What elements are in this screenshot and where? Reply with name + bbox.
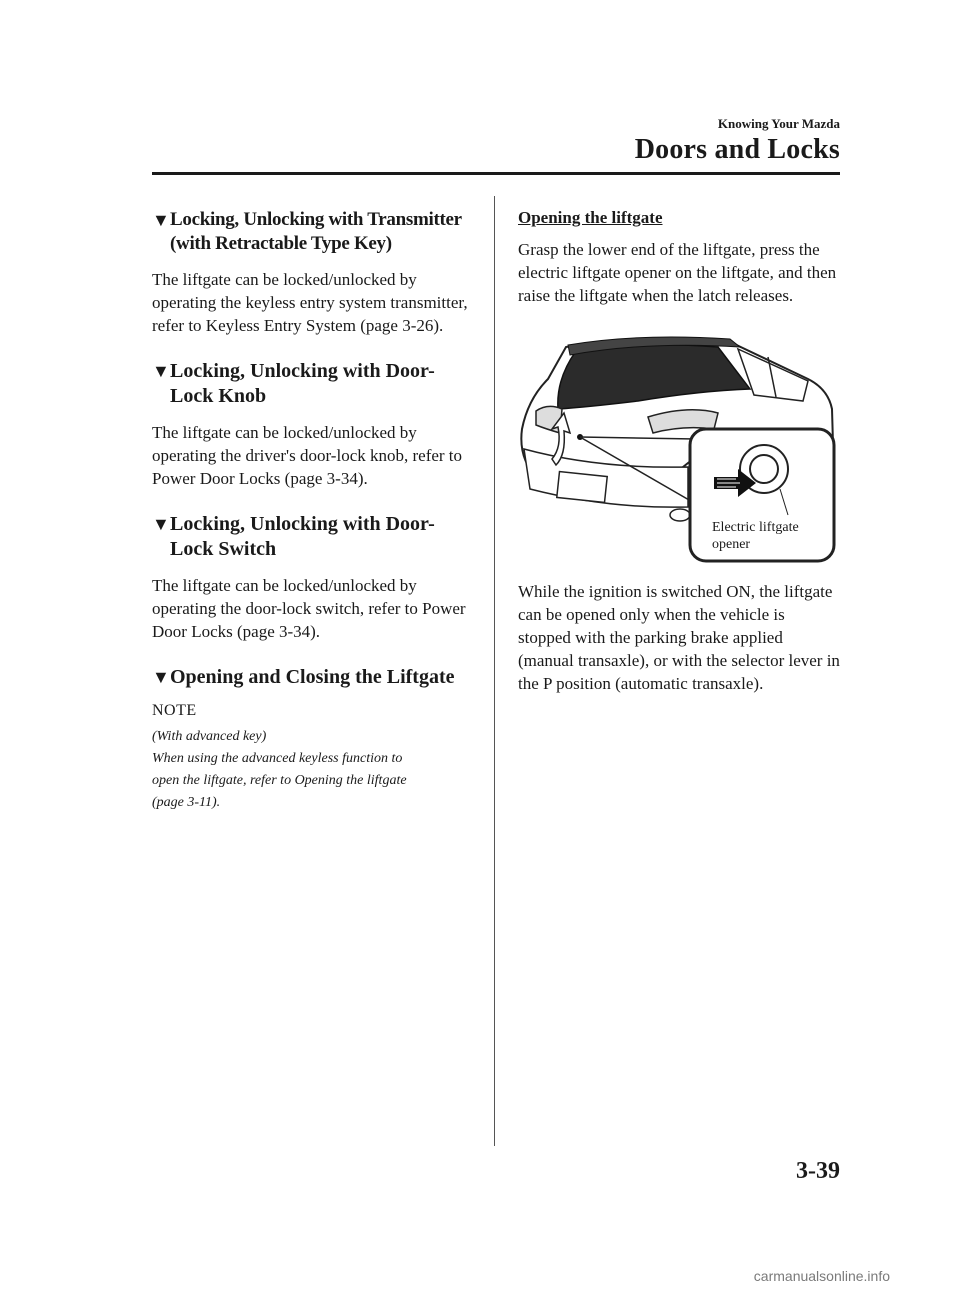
heading-line: Opening and Closing the Liftgate bbox=[170, 665, 455, 688]
watermark: carmanualsonline.info bbox=[753, 1268, 890, 1284]
body-text: While the ignition is switched ON, the liftgate can be opened only when the vehicle is stopped with the parking brake applied (manual transaxle), or with the selector lever in the P position (automatic transaxle). bbox=[518, 582, 840, 693]
note-line: When using the advanced keyless function to bbox=[152, 750, 403, 766]
heading-line: Lock Switch bbox=[170, 537, 277, 560]
heading-line: Locking, Unlocking with Door- bbox=[170, 512, 435, 535]
body-text: The liftgate can be locked/unlocked by operating the keyless entry system transmitter, refer to Keyless Entry System (page 3-26). bbox=[152, 269, 468, 335]
page-title: Doors and Locks bbox=[634, 134, 840, 165]
page-number: 3-39 bbox=[796, 1158, 840, 1184]
figure-callout-label bbox=[712, 519, 799, 553]
note-line: (page 3-11). bbox=[152, 794, 221, 810]
down-triangle-icon: ▼ bbox=[152, 513, 170, 534]
column-divider bbox=[494, 196, 495, 1146]
right-column bbox=[518, 208, 840, 717]
section-heading bbox=[152, 665, 470, 690]
body-text: Grasp the lower end of the liftgate, press the electric liftgate opener on the liftgate, and then raise the liftgate when the latch releases. bbox=[518, 240, 837, 305]
section-heading bbox=[152, 512, 470, 562]
down-triangle-icon: ▼ bbox=[152, 210, 170, 230]
note-line: (With advanced key) bbox=[152, 728, 267, 744]
section-door-lock-switch bbox=[152, 512, 470, 643]
section-transmitter bbox=[152, 208, 470, 337]
callout-line: opener bbox=[712, 537, 751, 552]
heading-line: Lock Knob bbox=[170, 384, 267, 407]
section-opening-closing bbox=[152, 665, 470, 814]
down-triangle-icon: ▼ bbox=[152, 666, 170, 687]
body-text: The liftgate can be locked/unlocked by operating the door-lock switch, refer to Power Door Locks (page 3-34). bbox=[152, 575, 466, 641]
down-triangle-icon: ▼ bbox=[152, 360, 170, 381]
heading-line: Locking, Unlocking with Door- bbox=[170, 359, 435, 382]
section-heading bbox=[152, 359, 470, 409]
running-header-section: Knowing Your Mazda bbox=[717, 116, 840, 131]
section-heading bbox=[152, 208, 470, 256]
body-text: The liftgate can be locked/unlocked by operating the driver's door-lock knob, refer to Power Door Locks (page 3-34). bbox=[152, 422, 463, 488]
header-rule bbox=[152, 172, 840, 175]
section-door-lock-knob bbox=[152, 359, 470, 490]
heading-line: Locking, Unlocking with Transmitter bbox=[170, 209, 462, 230]
callout-line: Electric liftgate bbox=[712, 520, 799, 535]
left-column bbox=[152, 208, 470, 814]
note-line: open the liftgate, refer to Opening the liftgate bbox=[152, 772, 407, 788]
subheading: Opening the liftgate bbox=[518, 208, 663, 227]
liftgate-illustration bbox=[518, 329, 838, 564]
heading-line: (with Retractable Type Key) bbox=[170, 232, 392, 254]
note-label: NOTE bbox=[152, 701, 197, 719]
